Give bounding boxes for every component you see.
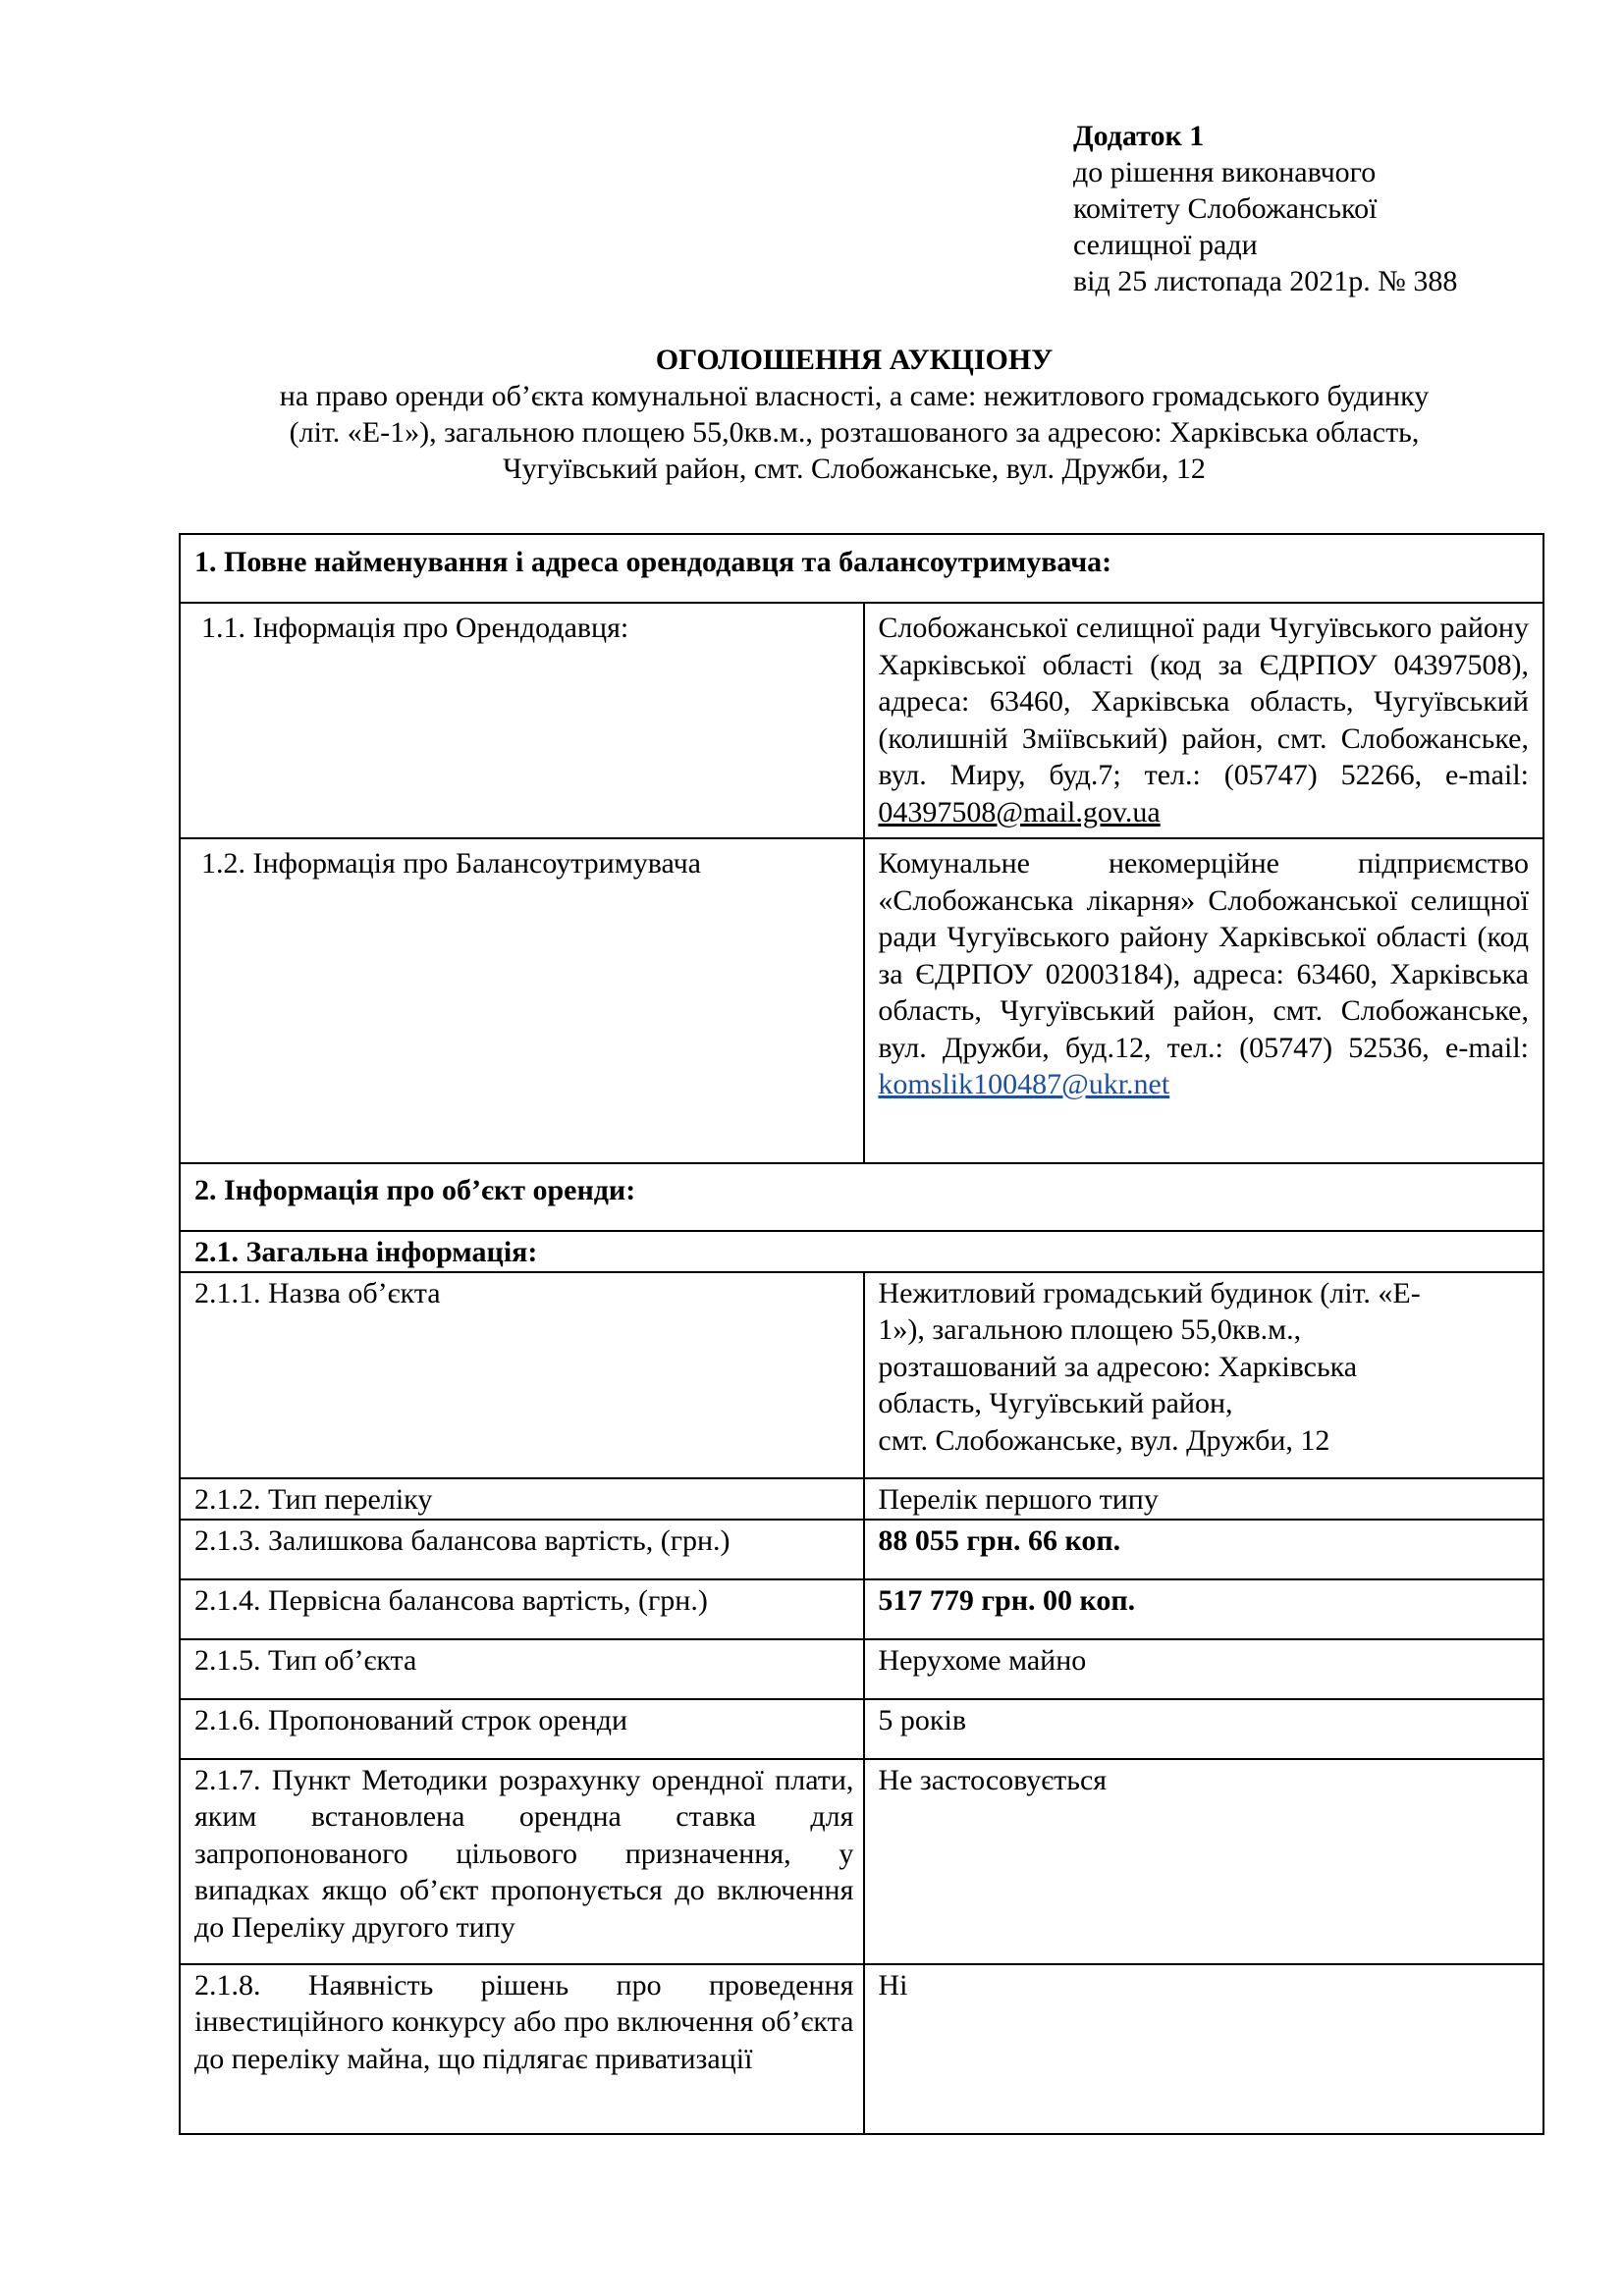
- annex-title: Додаток 1: [1073, 120, 1205, 152]
- balance-holder-label: 1.2. Інформація про Балансоутримувача: [201, 847, 701, 880]
- balance-holder-value: [865, 839, 1543, 1109]
- table-row: [180, 1964, 1543, 2134]
- table-row: [180, 1579, 1543, 1639]
- object-type-label: 2.1.5. Тип об’єкта: [194, 1643, 417, 1677]
- table-row: [180, 1699, 1543, 1759]
- lessor-info-text: Слобожанської селищної ради Чугуївського району Харківської області (код за ЄДРПОУ 04397508), адреса: 63460, Харківська область, Чугуївський (колишній Зміївський) район, смт. Слобожанське, вул. Миру, буд.7; тел.: (05747) 52266, e-mail:: [878, 612, 1529, 791]
- annex-line: до рішення виконавчого: [1073, 156, 1377, 188]
- table-row: [180, 1272, 1543, 1478]
- section-2-1-title: 2.1. Загальна інформація:: [194, 1236, 538, 1268]
- document-subtitle-line: Чугуївський район, смт. Слобожанське, вул. Дружби, 12: [503, 453, 1206, 485]
- object-name-line: смт. Слобожанське, вул. Дружби, 12: [878, 1423, 1330, 1457]
- auction-info-table: [179, 533, 1544, 2135]
- annex-line: селищної ради: [1073, 229, 1258, 261]
- lessor-email-link[interactable]: 04397508@mail.gov.ua: [878, 795, 1161, 828]
- table-row: [180, 1639, 1543, 1699]
- table-row: [180, 838, 1543, 1163]
- balance-holder-email-link[interactable]: komslik100487@ukr.net: [878, 1068, 1170, 1100]
- balance-holder-text: Комунальне некомерційне підприємство «Слобожанська лікарня» Слобожанської селищної ради Чугуївського району Харківської області (код за ЄДРПОУ 02003184), адреса: 63460, Харківська область, Чугуївський район, смт. Слобожанське, вул. Дружби, буд.12, тел.: (05747) 52536, e-mail:: [878, 847, 1529, 1064]
- table-row: [180, 534, 1543, 603]
- object-name-line: Нежитловий громадський будинок (літ. «Е-: [878, 1276, 1421, 1309]
- residual-value-value: 88 055 грн. 66 коп.: [878, 1523, 1121, 1557]
- table-row: [180, 1231, 1543, 1272]
- investment-decision-label: 2.1.8. Наявність рішень про проведення інвестиційного конкурсу або про включення об’єкта до переліку майна, що підлягає приватизації: [194, 1968, 854, 2075]
- object-name-line: розташований за адресою: Харківська: [878, 1350, 1358, 1383]
- section-1-title: 1. Повне найменування і адреса орендодавця та балансоутримувача:: [194, 546, 1112, 578]
- methodology-value: Не застосовується: [878, 1763, 1108, 1796]
- table-row: [180, 1163, 1543, 1231]
- table-row: [180, 1520, 1543, 1579]
- list-type-value: Перелік першого типу: [878, 1482, 1159, 1516]
- table-row: [180, 1759, 1543, 1964]
- lease-term-value: 5 років: [878, 1703, 966, 1736]
- initial-value-label: 2.1.4. Первісна балансова вартість, (грн.): [194, 1583, 708, 1617]
- table-row: [180, 1478, 1543, 1520]
- lessor-info-label: 1.1. Інформація про Орендодавця:: [201, 612, 629, 644]
- document-subtitle-line: на право оренди об’єкта комунальної власності, а саме: нежитлового громадського будинку: [279, 380, 1430, 412]
- object-name-label: 2.1.1. Назва об’єкта: [194, 1276, 441, 1309]
- document-title: ОГОЛОШЕННЯ АУКЦІОНУ: [655, 344, 1054, 376]
- object-name-value: [865, 1273, 1543, 1466]
- annex-line: комітету Слобожанської: [1073, 192, 1378, 225]
- object-name-line: область, Чугуївський район,: [878, 1387, 1233, 1419]
- methodology-label: 2.1.7. Пункт Методики розрахунку орендної плати, яким встановлена орендна ставка для запропонованого цільового призначення, у випадках якщо об’єкт пропонується до включення до Переліку другого типу: [194, 1763, 854, 1944]
- object-type-value: Нерухоме майно: [878, 1643, 1087, 1677]
- section-2-title: 2. Інформація про об’єкт оренди:: [194, 1174, 636, 1206]
- initial-value-value: 517 779 грн. 00 коп.: [878, 1583, 1136, 1617]
- document-subtitle-line: (літ. «Е-1»), загальною площею 55,0кв.м., розташованого за адресою: Харківська область,: [289, 416, 1420, 449]
- annex-line: від 25 листопада 2021р. № 388: [1073, 265, 1458, 297]
- list-type-label: 2.1.2. Тип переліку: [194, 1482, 433, 1516]
- table-row: [180, 603, 1543, 838]
- residual-value-label: 2.1.3. Залишкова балансова вартість, (грн.): [194, 1523, 731, 1557]
- lessor-info-value: [865, 604, 1543, 836]
- lease-term-label: 2.1.6. Пропонований строк оренди: [194, 1703, 628, 1736]
- document-heading: [147, 342, 1561, 487]
- investment-decision-value: Ні: [878, 1968, 908, 2002]
- annex-block: [1073, 118, 1457, 299]
- object-name-line: 1»), загальною площею 55,0кв.м.,: [878, 1313, 1302, 1346]
